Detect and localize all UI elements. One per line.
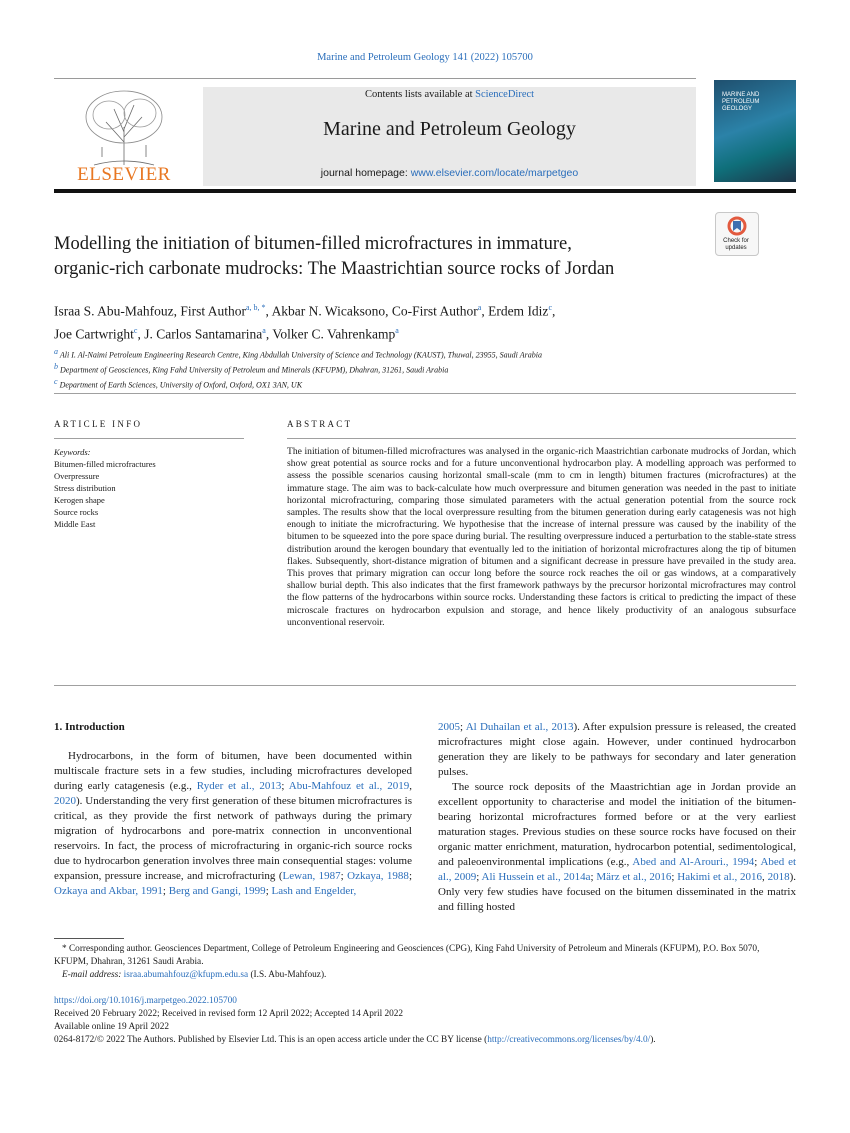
title-line-1: Modelling the initiation of bitumen-filled microfractures in immature,: [54, 234, 572, 254]
affiliation-text: Department of Geosciences, King Fahd University of Petroleum and Minerals (KFUPM), Dhahran, 31261, Saudi Arabia: [60, 365, 449, 375]
author-separator: ,: [137, 326, 145, 341]
affiliation-item: [54, 376, 794, 391]
body-text: ). Understanding the very first generation of these bitumen microfractures is critical, as they provide the first network of pathways during the primary migration of hydrocarbons and pore-matrix connection in unconventional reservoirs. In fact, the process of microfracturing in organic-rich source rocks due to hydrocarbon generation involves three main consequential stages: volume expansion, pressure increase, and microfracturing (: [54, 795, 412, 882]
affiliation-mark: b: [54, 362, 58, 372]
journal-cover-title: MARINE AND PETROLEUM GEOLOGY: [722, 92, 760, 112]
citation-link[interactable]: Ozkaya and Akbar, 1991: [54, 885, 163, 897]
keyword-item: Middle East: [54, 519, 96, 529]
section-heading-introduction: 1. Introduction: [54, 721, 125, 733]
body-text: ;: [281, 780, 289, 792]
body-column-left: [54, 720, 412, 899]
affiliations: [54, 346, 794, 391]
abstract-heading: ABSTRACT: [287, 419, 353, 429]
body-text: ;: [476, 871, 482, 883]
body-text: ;: [754, 856, 761, 868]
author-list: [54, 298, 754, 343]
body-text: ). After expulsion pressure is released, the created microfractures might close again. However, under continued hydrocarbon generation they are likely to be pathways for secondary and later generation pulses.: [438, 721, 797, 778]
author-affiliation-mark[interactable]: a: [262, 325, 266, 335]
license-link[interactable]: http://creativecommons.org/licenses/by/4.0/: [487, 1035, 651, 1045]
intro-paragraph-continued: [438, 720, 796, 780]
author-name[interactable]: Volker C. Vahrenkamp: [272, 326, 396, 341]
author-affiliation-mark[interactable]: a: [477, 303, 482, 312]
corresponding-author-note: * Corresponding author. Geosciences Department, College of Petroleum Engineering and Geosciences (CPG), King Fahd University of Petroleum and Minerals (KFUPM), P.O. Box 5070, KFUPM, Dhahran, 31261 Saudi Arabia.: [54, 944, 760, 967]
citation-link[interactable]: Lash and Engelder,: [271, 885, 357, 897]
masthead-rule: [54, 189, 796, 193]
citation-link[interactable]: Ryder et al., 2013: [196, 780, 282, 792]
journal-reference-link[interactable]: Marine and Petroleum Geology 141 (2022) 105700: [317, 52, 533, 63]
footnote: [54, 943, 796, 982]
received-dates: Received 20 February 2022; Received in revised form 12 April 2022; Accepted 14 April 2022: [54, 1009, 404, 1019]
citation-link[interactable]: Abu-Mahfouz et al., 2019: [288, 780, 410, 792]
keyword-item: Bitumen-filled microfractures: [54, 459, 156, 469]
author-affiliation-mark[interactable]: a: [395, 325, 399, 335]
citation-link[interactable]: 2020: [54, 795, 76, 807]
license-text: 0264-8172/© 2022 The Authors. Published by Elsevier Ltd. This is an open access article under the CC BY license (: [54, 1035, 488, 1045]
author-separator: ,: [552, 303, 556, 319]
homepage-link[interactable]: www.elsevier.com/locate/marpetgeo: [410, 167, 579, 179]
body-text: ,: [409, 780, 412, 792]
body-text: ;: [265, 885, 272, 897]
affiliation-text: Department of Earth Sciences, University of Oxford, Oxford, OX1 3AN, UK: [59, 380, 303, 390]
author-affiliation-mark[interactable]: c: [548, 303, 552, 312]
citation-link[interactable]: Hakimi et al., 2016: [677, 871, 763, 883]
keyword-item: Kerogen shape: [54, 495, 105, 505]
footnote-rule: [54, 938, 124, 939]
author-separator: ,: [265, 303, 272, 319]
author-name[interactable]: Akbar N. Wicaksono, Co-First Author: [271, 303, 478, 319]
body-text: ;: [340, 870, 348, 882]
affiliation-mark: c: [54, 377, 58, 387]
intro-paragraph: [438, 780, 796, 915]
citation-link[interactable]: Ozkaya, 1988: [347, 870, 409, 882]
section-divider: [54, 393, 796, 394]
author-separator: ,: [481, 303, 489, 319]
keyword-item: Source rocks: [54, 507, 99, 517]
article-footer: [54, 995, 814, 1047]
author-affiliation-mark[interactable]: a, b, *: [245, 303, 266, 312]
keyword-item: Overpressure: [54, 471, 100, 481]
available-online-date: Available online 19 April 2022: [54, 1022, 169, 1032]
affiliation-item: [54, 346, 794, 361]
abstract-rule: [287, 438, 796, 439]
citation-link[interactable]: Abed and Al-Arouri., 1994: [632, 856, 755, 868]
elsevier-wordmark: ELSEVIER: [77, 164, 171, 185]
article-title: [54, 232, 694, 282]
check-updates-label: Check for updates: [723, 238, 749, 251]
keywords-block: [54, 446, 254, 530]
journal-homepage-line: [203, 167, 696, 179]
body-text: ;: [162, 885, 169, 897]
journal-title: Marine and Petroleum Geology: [323, 118, 576, 140]
intro-paragraph: [54, 749, 412, 899]
citation-link[interactable]: Abed et al., 2009: [438, 856, 797, 883]
license-suffix: ).: [650, 1035, 656, 1045]
author-name[interactable]: Joe Cartwright: [54, 326, 134, 341]
keywords-label: Keywords:: [54, 447, 91, 457]
contents-available-line: [203, 89, 696, 100]
body-text: ,: [762, 871, 768, 883]
body-text: ;: [590, 871, 597, 883]
title-line-2: organic-rich carbonate mudrocks: The Maastrichtian source rocks of Jordan: [54, 259, 615, 279]
author-affiliation-mark[interactable]: c: [133, 325, 138, 335]
citation-link[interactable]: 2005: [438, 721, 460, 733]
contents-prefix: Contents lists available at: [364, 89, 476, 100]
body-text: ;: [408, 870, 412, 882]
check-updates-icon: [716, 213, 758, 239]
header-divider: [54, 78, 696, 79]
abstract-text: The initiation of bitumen-filled microfractures was analysed in the organic-rich Maastrichtian carbonate mudrocks of Jordan, which show great potential as source rocks and for a future unconventional hydrocarbon play. A modelling approach was performed to assess the possible scenarios causing horizontal small-scale (mm to cm in length) bitumen fractures (microfractures) at the immature stage. The aim was to back-calculate how much overpressure and bitumen generation was needed in the past to initiate horizontal microfracturing, comparing those simulated parameters with the actual generation potential from the source rock samples. The results show that the local overpressure resulting from the bitumen generation during early catagenesis was not high enough to initiate the microfracturing. We hypothesise that the increase of internal pressure was caused by the inability of the bitumen to be squeezed into the pore space during burial. The resulting overpressure induced a perturbation to the stable-state stress distribution around the kerogen boundary that eventually led to the initiation of horizontal microfractures along the tip of bitumen flakes. Subsequently, short-distance migration of bitumen and a significant decrease in pressure have prevailed in the study area. This proves that primary migration can occur long before the source rock reaches the oil or gas windows, at a comparatively shallow burial depth. This also indicates that the first framework pathways by the precursor horizontal microfractures may control the flow patterns of the hydrocarbons within source rocks. Understanding these factors is critical to predicting the impact of these microscale fractures on hydrocarbon expulsion and storage, and hence likely productivity of an analogous subsurface unconventional reservoir.: [287, 446, 796, 628]
body-text: The source rock deposits of the Maastrichtian age in Jordan provide an excellent opportunity to characterise and model the initiation of the bitumen-bearing horizontal microfractures formed before or at the very earliest maturation stages. Previous studies on these source rocks have focused on their organic matter enrichment, maturation, hydrocarbon potential, sedimentological, and paleoenvironmental implications (e.g.,: [438, 781, 796, 868]
author-name[interactable]: J. Carlos Santamarina: [144, 326, 263, 341]
email-suffix: (I.S. Abu-Mahfouz).: [248, 970, 327, 980]
email-link[interactable]: israa.abumahfouz@kfupm.edu.sa: [123, 970, 249, 980]
author-name[interactable]: Erdem Idiz: [488, 303, 549, 319]
email-label: E-mail address:: [62, 970, 124, 980]
article-info-rule: [54, 438, 244, 439]
license-line: [54, 1034, 814, 1047]
sciencedirect-link[interactable]: ScienceDirect: [475, 89, 535, 100]
homepage-prefix: journal homepage:: [320, 167, 411, 179]
author-separator: ,: [265, 326, 273, 341]
affiliation-item: [54, 361, 794, 376]
keyword-item: Stress distribution: [54, 483, 116, 493]
affiliation-mark: a: [54, 347, 58, 356]
citation-link[interactable]: 2018: [767, 871, 790, 883]
body-column-right: [438, 720, 796, 915]
citation-link[interactable]: Ali Hussein et al., 2014a: [481, 871, 591, 883]
section-divider: [54, 685, 796, 686]
doi-link[interactable]: https://doi.org/10.1016/j.marpetgeo.2022.105700: [54, 996, 237, 1006]
body-text: ). Only very few studies have focused on the bitumen disseminated in the matrix and filling hosted: [438, 871, 797, 913]
citation-link[interactable]: März et al., 2016: [596, 871, 672, 883]
email-line: [54, 969, 796, 982]
author-name[interactable]: Israa S. Abu-Mahfouz, First Author: [54, 303, 246, 319]
citation-link[interactable]: Al Duhailan et al., 2013: [465, 721, 574, 733]
article-info-heading: ARTICLE INFO: [54, 419, 143, 429]
affiliation-text: Ali I. Al-Naimi Petroleum Engineering Research Centre, King Abdullah University of Science and Technology (KAUST), Thuwal, 23955, Saudi Arabia: [59, 350, 542, 360]
body-text: ;: [671, 871, 678, 883]
citation-link[interactable]: Lewan, 1987: [282, 870, 341, 882]
body-text: Hydrocarbons, in the form of bitumen, have been documented within multiscale fracture sets in a few studies, including microfractures developed during early catagenesis (e.g.,: [54, 750, 412, 792]
citation-link[interactable]: Berg and Gangi, 1999: [168, 885, 266, 897]
body-text: ;: [460, 721, 466, 733]
